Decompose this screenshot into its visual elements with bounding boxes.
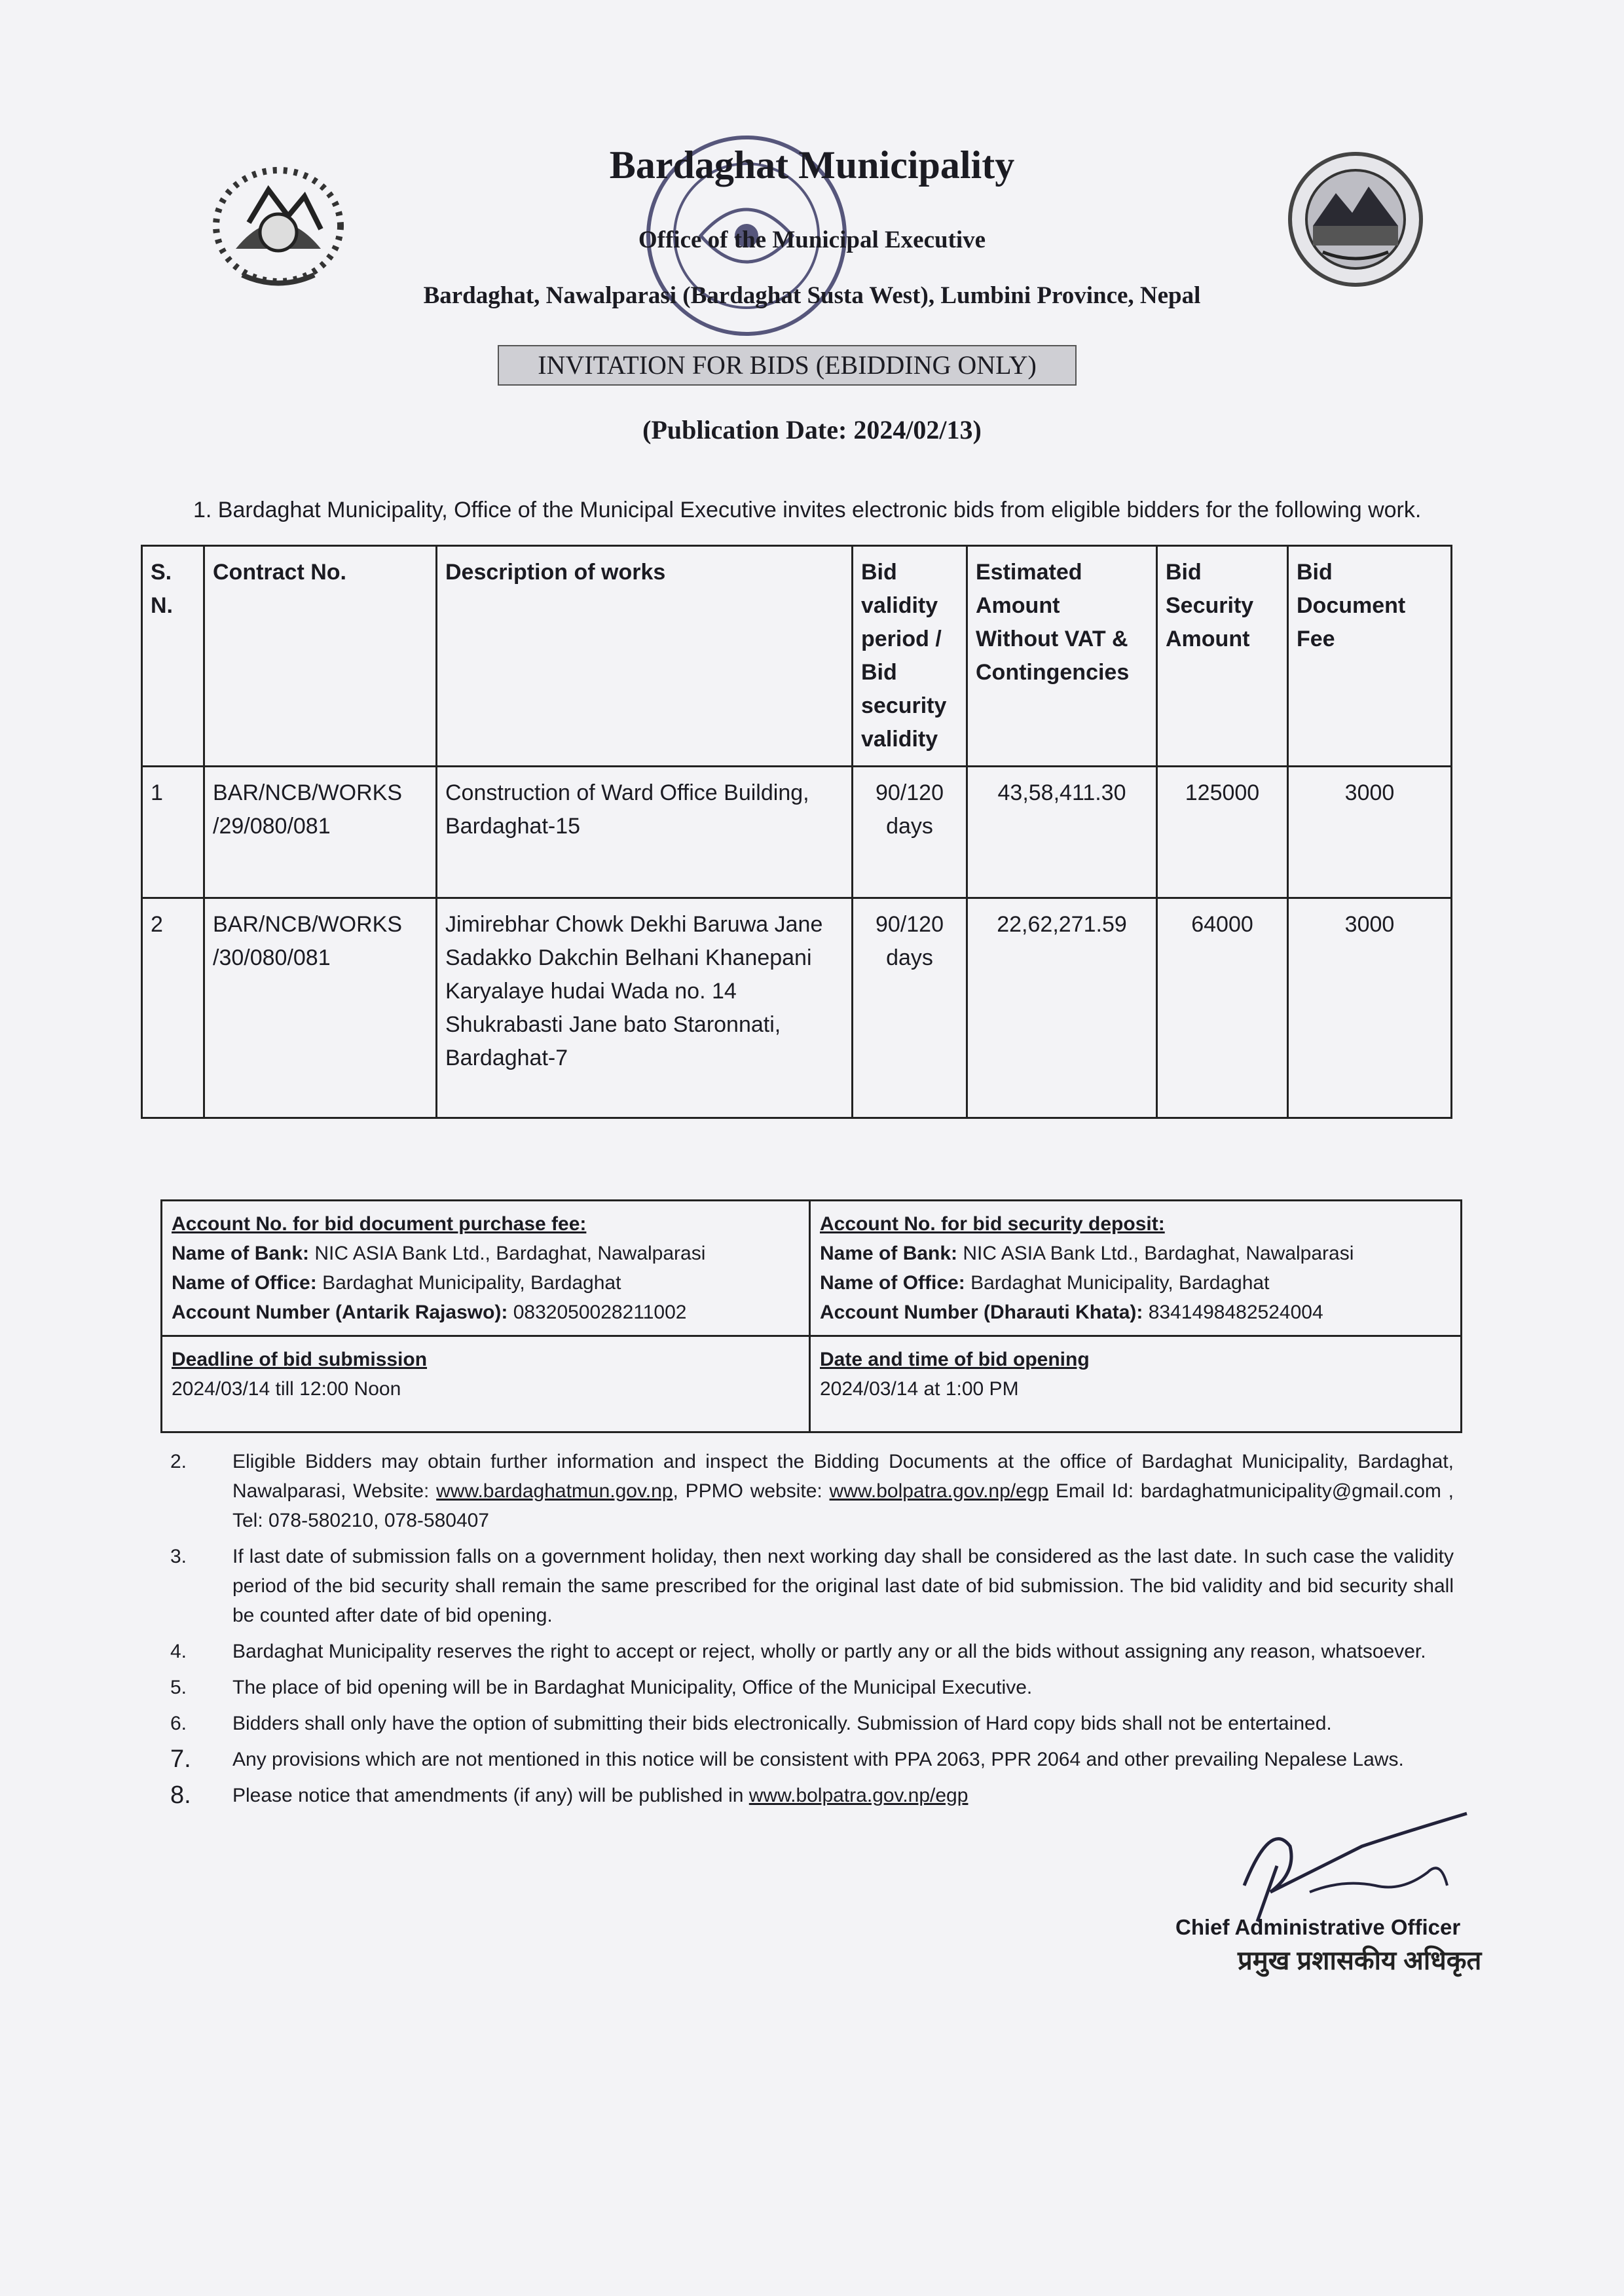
cell-bid-security: 64000: [1157, 898, 1288, 1118]
note-text-part: Please notice that amendments (if any) will be published in: [232, 1785, 749, 1806]
note-text-part: Eligible Bidders may obtain further information and inspect the Bidding Documents at the office of Bardaghat Municipality, Bardaghat, Nawalparasi, Website:: [232, 1451, 1454, 1502]
header-estimated-amount: Estimated Amount Without VAT & Contingencies: [967, 546, 1157, 767]
ppmo-link[interactable]: www.bolpatra.gov.np/egp: [829, 1480, 1049, 1502]
note-text: [232, 1447, 1454, 1535]
list-item: [170, 1781, 1454, 1810]
note-text-part: Email Id: bardaghatmunicipality@gmail.com , Tel: 078-580210, 078-580407: [232, 1480, 1454, 1531]
deadline-cell: [162, 1336, 810, 1432]
deadline-heading: Deadline of bid submission: [172, 1349, 428, 1370]
cell-bid-security: 125000: [1157, 767, 1288, 898]
table-row: [142, 898, 1452, 1118]
cell-document-fee: 3000: [1288, 898, 1452, 1118]
bank-name: NIC ASIA Bank Ltd., Bardaghat, Nawalparasi: [963, 1243, 1354, 1264]
note-text: Bidders shall only have the option of submitting their bids electronically. Submission of Hard copy bids shall not be entertained.: [232, 1713, 1332, 1734]
organization-name: Bardaghat Municipality: [609, 143, 1015, 187]
note-number: 2.: [170, 1451, 187, 1472]
account-label: Account Number (Antarik Rajaswo):: [172, 1302, 508, 1323]
header-bid-security: Bid Security Amount: [1157, 546, 1288, 767]
account-number: 0832050028211002: [513, 1302, 687, 1323]
opening-heading: Date and time of bid opening: [820, 1349, 1090, 1370]
bank-label: Name of Bank:: [172, 1243, 310, 1264]
note-number: 8.: [170, 1781, 191, 1809]
note-text: [232, 1781, 1454, 1810]
publication-date: (Publication Date: 2024/02/13): [642, 415, 982, 445]
note-number: 7.: [170, 1745, 191, 1773]
office-label: Name of Office:: [172, 1272, 317, 1294]
purchase-account-heading: Account No. for bid document purchase fee:: [172, 1213, 587, 1235]
intro-paragraph: 1. Bardaghat Municipality, Office of the Municipal Executive invites electronic bids from eligible bidders for the following work.: [193, 498, 1422, 522]
cell-estimated-amount: 22,62,271.59: [967, 898, 1157, 1118]
office-address: Bardaghat, Nawalparasi (Bardaghat Susta West), Lumbini Province, Nepal: [423, 282, 1201, 309]
bank-label: Name of Bank:: [820, 1243, 958, 1264]
header-description: Description of works: [437, 546, 853, 767]
security-account-heading: Account No. for bid security deposit:: [820, 1213, 1165, 1235]
amendments-link[interactable]: www.bolpatra.gov.np/egp: [748, 1785, 969, 1806]
list-item: [170, 1447, 1454, 1535]
cell-contract-no: BAR/NCB/WORKS /30/080/081: [204, 898, 437, 1118]
list-item: [170, 1673, 1454, 1702]
account-label: Account Number (Dharauti Khata):: [820, 1302, 1143, 1323]
account-details-table: [160, 1199, 1462, 1433]
list-item: [170, 1637, 1454, 1666]
note-text-part: , PPMO website:: [673, 1480, 830, 1502]
office-label: Name of Office:: [820, 1272, 965, 1294]
cell-bid-validity: 90/120 days: [853, 767, 967, 898]
note-text: Bardaghat Municipality reserves the right to accept or reject, wholly or partly any or all the bids without assigning any reason, whatsoever.: [232, 1641, 1426, 1662]
cell-estimated-amount: 43,58,411.30: [967, 767, 1157, 898]
cell-description: Jimirebhar Chowk Dekhi Baruwa Jane Sadakko Dakchin Belhani Khanepani Karyalaye hudai Wada no. 14 Shukrabasti Jane bato Staronnati, Bardaghat-7: [437, 898, 853, 1118]
website-link[interactable]: www.bardaghatmun.gov.np: [436, 1480, 673, 1502]
opening-cell: [810, 1336, 1462, 1432]
note-text: The place of bid opening will be in Bardaghat Municipality, Office of the Municipal Executive.: [232, 1677, 1033, 1698]
table-row: [142, 767, 1452, 898]
deadline-value: 2024/03/14 till 12:00 Noon: [172, 1378, 401, 1400]
account-number: 8341498482524004: [1148, 1302, 1323, 1323]
note-number: 6.: [170, 1713, 187, 1734]
notice-title: INVITATION FOR BIDS (EBIDDING ONLY): [498, 345, 1077, 386]
note-number: 5.: [170, 1677, 187, 1698]
note-number: 4.: [170, 1641, 187, 1662]
table-header-row: [142, 546, 1452, 767]
note-number: 3.: [170, 1546, 187, 1567]
purchase-fee-account: [162, 1201, 810, 1336]
office-name-value: Bardaghat Municipality, Bardaghat: [322, 1272, 621, 1294]
cell-bid-validity: 90/120 days: [853, 898, 967, 1118]
header-contract-no: Contract No.: [204, 546, 437, 767]
list-item: [170, 1745, 1454, 1774]
signatory-title-nepali: प्रमुख प्रशासकीय अधिकृत: [1238, 1946, 1482, 1975]
works-table: [141, 545, 1452, 1119]
cell-sn: 2: [142, 898, 204, 1118]
security-deposit-account: [810, 1201, 1462, 1336]
cell-document-fee: 3000: [1288, 767, 1452, 898]
list-item: [170, 1542, 1454, 1630]
office-name: Office of the Municipal Executive: [638, 227, 986, 253]
note-text: Any provisions which are not mentioned in this notice will be consistent with PPA 2063, PPR 2064 and other prevailing Nepalese Laws.: [232, 1749, 1404, 1770]
cell-contract-no: BAR/NCB/WORKS /29/080/081: [204, 767, 437, 898]
header-sn: S. N.: [142, 546, 204, 767]
header-document-fee: Bid Document Fee: [1288, 546, 1452, 767]
note-text: If last date of submission falls on a government holiday, then next working day shall be considered as the last date. In such case the validity period of the bid security shall remain the same prescribed for the original last date of bid submission. The bid validity and bid security shall be counted after date of bid opening.: [232, 1546, 1454, 1626]
bank-name: NIC ASIA Bank Ltd., Bardaghat, Nawalparasi: [314, 1243, 706, 1264]
opening-value: 2024/03/14 at 1:00 PM: [820, 1378, 1019, 1400]
cell-sn: 1: [142, 767, 204, 898]
cell-description: Construction of Ward Office Building, Bardaghat-15: [437, 767, 853, 898]
notes-list: [170, 1447, 1454, 1817]
list-item: [170, 1709, 1454, 1738]
header-bid-validity: Bid validity period / Bid security validity: [853, 546, 967, 767]
signatory-title: Chief Administrative Officer: [1175, 1915, 1461, 1939]
handwritten-signature: [1231, 1807, 1480, 1925]
office-name-value: Bardaghat Municipality, Bardaghat: [970, 1272, 1270, 1294]
